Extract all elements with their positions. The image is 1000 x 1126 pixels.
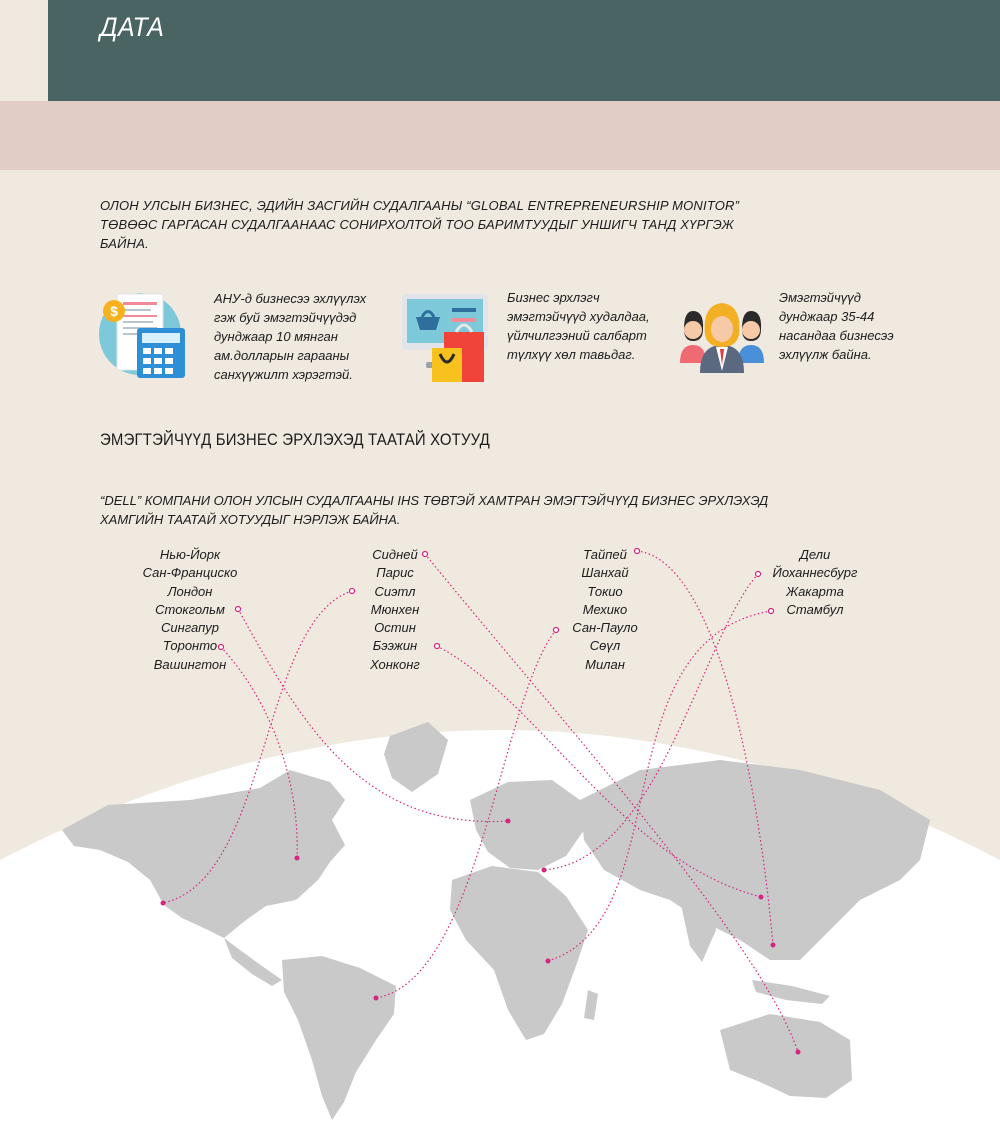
list-item: Дели — [799, 547, 831, 562]
list-item: Милан — [585, 656, 625, 672]
list-item: Токио — [587, 583, 623, 599]
list-item: Нью-Йорк — [159, 547, 221, 562]
list-item: Мюнхен — [370, 601, 420, 617]
list-item: Шанхай — [581, 565, 629, 581]
list-item: Сидней — [372, 547, 418, 562]
list-item: Сингапур — [160, 620, 219, 636]
list-item: Жакарта — [786, 583, 844, 599]
list-item: Сөүл — [589, 638, 621, 654]
list-item: Стамбул — [786, 601, 844, 617]
section-description: “DELL” КОМПАНИ ОЛОН УЛСЫН СУДАЛГААНЫ IHS ТӨВТЭЙ ХАМТРАН ЭМЭГТЭЙЧҮҮД БИЗНЕС ЭРХЛЭХЭД ХАМГИЙН ТААТАЙ ХОТУУДЫГ НЭРЛЭЖ БАЙНА. — [100, 493, 769, 527]
fact-text-2: Бизнес эрхлэгч эмэгтэйчүүд худалдаа, үйлчилгээний салбарт түлхүү хөл тавьдаг. — [507, 290, 650, 362]
city-column-3 — [555, 546, 655, 674]
connector-dots — [219, 549, 774, 650]
fact-text-1: АНУ-д бизнесээ эхлүүлэх гэж буй эмэгтэйчүүдэд дунджаар 10 мянган ам.долларын гарааны санхүүжилт хэрэгтэй. — [214, 291, 367, 382]
list-item: Остин — [374, 620, 416, 636]
list-item: Сиэтл — [374, 583, 416, 599]
svg-text:$: $ — [110, 303, 118, 319]
section-title: ЭМЭГТЭЙЧҮҮД БИЗНЕС ЭРХЛЭХЭД ТААТАЙ ХОТУУД — [100, 430, 490, 449]
list-item: Мехико — [582, 601, 628, 617]
list-item: Хонконг — [370, 656, 420, 672]
city-column-2 — [345, 546, 445, 674]
page-title: ДАТА — [100, 12, 165, 42]
list-item: Торонто — [162, 638, 218, 654]
city-column-1 — [120, 546, 260, 674]
list-item: Лондон — [167, 583, 213, 599]
list-item: Тайпей — [583, 547, 627, 562]
list-item: Сан-Франциско — [142, 565, 238, 581]
list-item: Стокгольм — [155, 601, 225, 617]
intro-text: ОЛОН УЛСЫН БИЗНЕС, ЭДИЙН ЗАСГИЙН СУДАЛГААНЫ “GLOBAL ENTREPRENEURSHIP MONITOR” ТӨВӨӨС ГАРГАСАН СУДАЛГААНААС СОНИРХОЛТОЙ ТОО БАРИМТУУДЫГ УНШИГЧ ТАНД ХҮРГЭЖ БАЙНА. — [100, 198, 740, 251]
list-item: Вашингтон — [153, 656, 227, 672]
list-item: Йоханнесбург — [772, 565, 858, 581]
list-item: Сан-Пауло — [572, 620, 638, 636]
list-item: Бээжин — [372, 638, 418, 654]
fact-text-3: Эмэгтэйчүүд дунджаар 35-44 насандаа бизнесээ эхлүүлж байна. — [779, 290, 894, 362]
list-item: Парис — [376, 565, 414, 581]
city-column-4 — [755, 546, 875, 619]
